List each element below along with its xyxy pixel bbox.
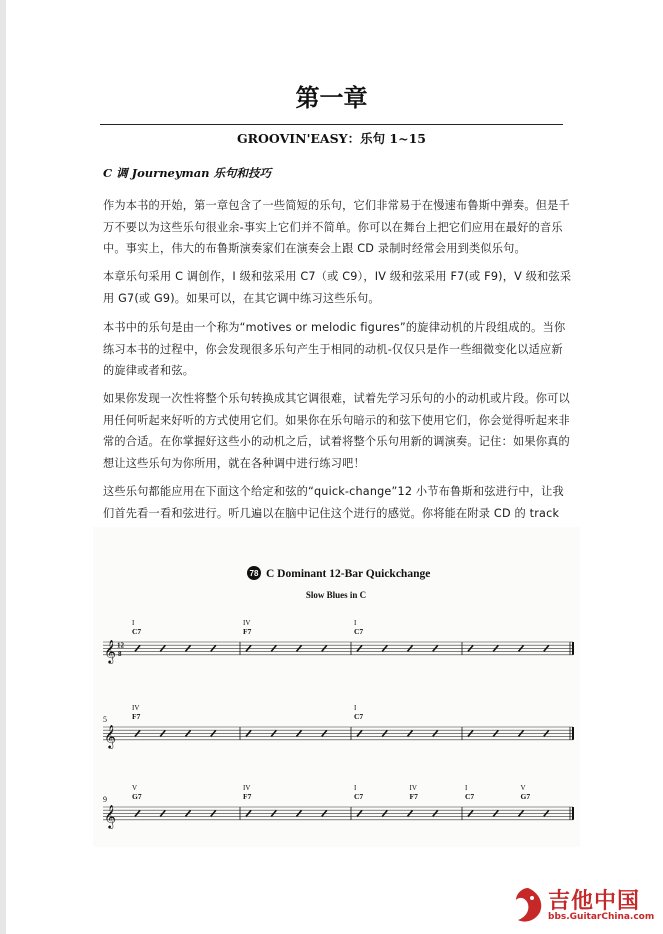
chord-symbol: G7	[520, 792, 531, 801]
chord-symbol: C7	[354, 792, 364, 801]
roman-numeral: IV	[243, 784, 251, 792]
roman-numeral: IV	[409, 784, 417, 792]
time-signature-bottom: 8	[118, 649, 122, 658]
roman-numeral: V	[520, 784, 526, 792]
paragraph-motives: 本书中的乐句是由一个称为“motives or melodic figures”的旋律动机的片段组成的。当你练习本书的过程中，你会发现很多乐句产生于相同的动机-仅仅只是作一些细微变化以适应新的旋律或者和弦。	[103, 321, 566, 378]
roman-numeral: I	[354, 704, 357, 712]
sheet-subtitle: Slow Blues in C	[305, 590, 367, 600]
roman-numeral: I	[354, 619, 357, 627]
treble-clef-icon: 𝄞	[104, 638, 116, 663]
title-divider	[100, 124, 563, 125]
roman-numeral: IV	[243, 619, 251, 627]
chord-chart	[93, 527, 580, 847]
roman-numeral: V	[132, 784, 138, 792]
chapter-title: 第一章	[295, 83, 368, 112]
measure-number: 5	[103, 715, 107, 724]
paragraph-quickchange: 这些乐句都能应用在下面这个给定和弦的“quick-change”12 小节布鲁斯和弦进行中，让我们首先看一看和弦进行。听几遍以在脑中记住这个进行的感觉。你将能在附录 CD 的 track	[103, 485, 564, 520]
chord-symbol: F7	[409, 792, 418, 801]
chord-symbol: C7	[132, 627, 142, 636]
roman-numeral: IV	[132, 704, 140, 712]
chord-symbol: F7	[132, 712, 141, 721]
paragraph-practice: 如果你发现一次性将整个乐句转换成其它调很难，试着先学习乐句的小的动机或片段。你可以用任何听起来好听的方式使用它们。如果你在乐句暗示的和弦下使用它们，你会觉得听起来非常的合适。在你掌握好这些小的动机之后，试着将整个乐句用新的调演奏。记住：如果你真的想让这些乐句为你所用，就在各种调中进行练习吧！	[103, 392, 570, 470]
chord-symbol: G7	[132, 792, 142, 801]
treble-clef-icon: 𝄞	[104, 723, 116, 748]
watermark-logo	[508, 884, 658, 930]
watermark-url: bbs.GuitarChina.com	[548, 912, 655, 922]
chord-symbol: C7	[465, 792, 475, 801]
roman-numeral: I	[132, 619, 135, 627]
roman-numeral: I	[465, 784, 468, 792]
chord-symbol: F7	[243, 792, 252, 801]
track-number: 78	[249, 569, 259, 578]
paragraph-keys: 本章乐句采用 C 调创作，I 级和弦采用 C7（或 C9），IV 级和弦采用 F7(或 F9)，V 级和弦采用 G7(或 G9)。如果可以，在其它调中练习这些乐句。	[103, 270, 572, 305]
chord-symbol: C7	[354, 712, 364, 721]
measure-number: 9	[103, 795, 107, 804]
chord-symbol: C7	[354, 627, 364, 636]
treble-clef-icon: 𝄞	[104, 803, 116, 828]
staff-systems	[103, 619, 573, 829]
chord-symbol: F7	[243, 627, 252, 636]
sheet-title: C Dominant 12-Bar Quickchange	[266, 568, 431, 580]
time-signature-top: 12	[117, 641, 124, 650]
chapter-subtitle: GROOVIN'EASY：乐句 1~15	[236, 131, 426, 146]
paragraph-intro: 作为本书的开始，第一章包含了一些简短的乐句，它们非常易于在慢速布鲁斯中弹奏。但是千万不要以为这些乐句很业余-事实上它们并不简单。你可以在舞台上把它们应用在最好的音乐中。事实上，伟大的布鲁斯演奏家们在演奏会上跟 CD 录制时经常会用到类似乐句。	[103, 199, 570, 256]
watermark-text: 吉他中国	[548, 889, 641, 914]
roman-numeral: I	[354, 784, 357, 792]
sheet-music	[93, 527, 580, 847]
section-heading: C 调 Journeyman 乐句和技巧	[103, 166, 272, 180]
guitar-china-dragon-logo-icon	[510, 886, 546, 926]
